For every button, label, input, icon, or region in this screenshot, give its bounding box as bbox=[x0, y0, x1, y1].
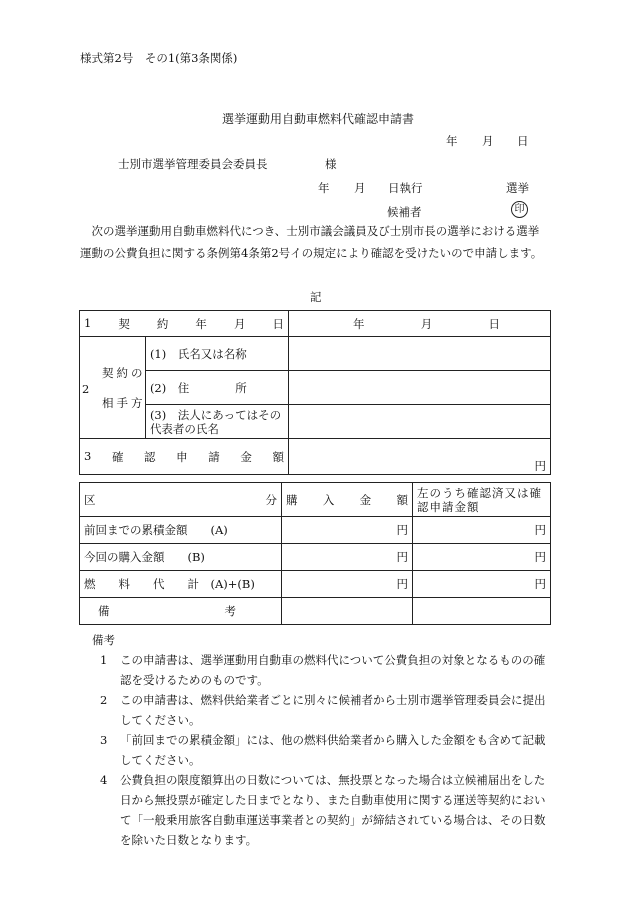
note-1: 1 この申請書は、選挙運動用自動車の燃料代について公費負担の対象となるものの確認を受けるためのものです。 bbox=[100, 653, 546, 687]
contract-date-label: 1 契 約 年 月 日 bbox=[80, 311, 289, 337]
row-previous-confirmed[interactable]: 円 bbox=[413, 517, 551, 544]
party-name-field[interactable] bbox=[289, 337, 551, 371]
row-remarks-field-2[interactable] bbox=[413, 598, 551, 625]
honorific: 様 bbox=[325, 157, 337, 171]
row-current-purchase[interactable]: 円 bbox=[282, 544, 413, 571]
party-representative-label: (3) 法人にあってはその代表者の氏名 bbox=[145, 405, 288, 439]
row-total-confirmed[interactable]: 円 bbox=[413, 571, 551, 598]
header-category: 区 分 bbox=[80, 483, 282, 517]
party-group-label: 2 契約の相手方 bbox=[80, 337, 146, 439]
seal-mark: 印 bbox=[511, 201, 528, 218]
election-exec: 日執行 bbox=[388, 181, 423, 195]
date-year: 年 bbox=[446, 134, 458, 148]
row-previous-label: 前回までの累積金額 (A) bbox=[80, 517, 282, 544]
amount-table bbox=[79, 482, 551, 625]
party-address-field[interactable] bbox=[289, 371, 551, 405]
form-id: 様式第2号 その1(第3条関係) bbox=[80, 51, 238, 65]
row-remarks-field-1[interactable] bbox=[282, 598, 413, 625]
contract-table bbox=[79, 310, 551, 475]
row-current-confirmed[interactable]: 円 bbox=[413, 544, 551, 571]
row-current-label: 今回の購入金額 (B) bbox=[80, 544, 282, 571]
election-year: 年 bbox=[318, 181, 330, 195]
body-text: 次の選挙運動用自動車燃料代につき、士別市議会議員及び士別市長の選挙における選挙運動の公費負担に関する条例第4条第2号イの規定により確認を受けたいので申請します。 bbox=[80, 224, 543, 260]
requested-amount-label: 3 確 認 申 請 金 額 bbox=[80, 439, 289, 475]
date-month: 月 bbox=[482, 134, 494, 148]
party-address-label: (2) 住 所 bbox=[145, 371, 288, 405]
party-representative-field[interactable] bbox=[289, 405, 551, 439]
note-4: 4 公費負担の限度額算出の日数については、無投票となった場合は立候補届出をした日から無投票が確定した日までとなり、また自動車使用に関する運送等契約において「一般乗用旅客自動車運送事業者との契約」が締結されている場合は、その日数を除いた日数となります。 bbox=[100, 773, 546, 847]
note-3: 3 「前回までの累積金額」には、他の燃料供給業者から購入した金額をも含めて記載してください。 bbox=[100, 733, 546, 767]
row-remarks-label: 備 考 bbox=[80, 598, 282, 625]
contract-date-value[interactable]: 年 月 日 bbox=[289, 311, 551, 337]
addressee: 士別市選挙管理委員会委員長 bbox=[118, 157, 268, 171]
election-label: 選挙 bbox=[506, 181, 529, 195]
requested-amount-field[interactable]: 円 bbox=[289, 439, 551, 475]
election-month: 月 bbox=[354, 181, 366, 195]
note-2: 2 この申請書は、燃料供給業者ごとに別々に候補者から士別市選挙管理委員会に提出してください。 bbox=[100, 693, 546, 727]
row-previous-purchase[interactable]: 円 bbox=[282, 517, 413, 544]
candidate-label: 候補者 bbox=[387, 205, 422, 219]
row-total-label: 燃 料 代 計 (A)+(B) bbox=[80, 571, 282, 598]
date-day: 日 bbox=[517, 134, 529, 148]
ki-label: 記 bbox=[310, 290, 322, 304]
header-purchase-amount: 購 入 金 額 bbox=[282, 483, 413, 517]
document-title: 選挙運動用自動車燃料代確認申請書 bbox=[222, 112, 415, 126]
notes-title: 備考 bbox=[92, 633, 115, 647]
row-total-purchase[interactable]: 円 bbox=[282, 571, 413, 598]
party-name-label: (1) 氏名又は名称 bbox=[145, 337, 288, 371]
header-confirmed-amount: 左のうち確認済又は確認申請金額 bbox=[413, 483, 551, 517]
